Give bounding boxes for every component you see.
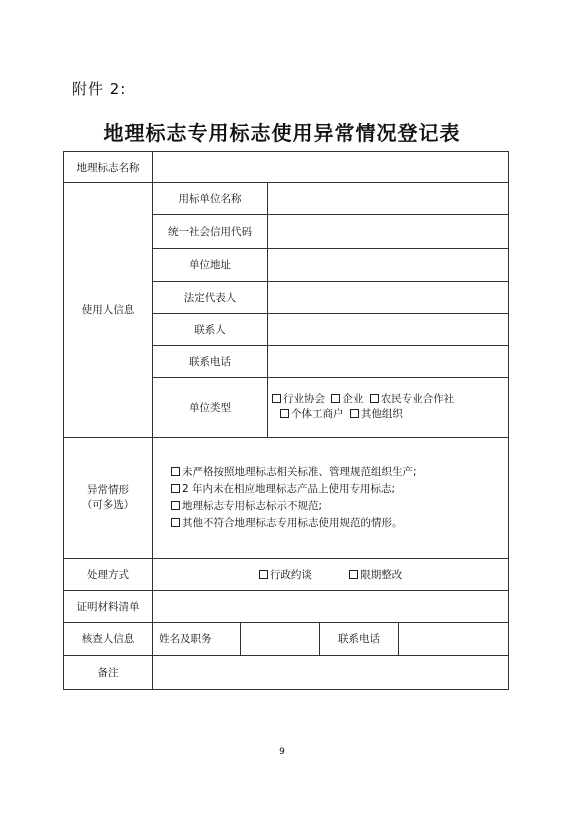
user-field-unit-name[interactable] bbox=[268, 183, 509, 215]
unit-type-label: 单位类型 bbox=[153, 378, 268, 437]
option-rectify-within-deadline[interactable]: 限期整改 bbox=[349, 569, 402, 581]
abnormal-options bbox=[153, 437, 509, 559]
user-info-label: 使用人信息 bbox=[64, 183, 153, 437]
option-industry-association[interactable]: 行业协会 bbox=[272, 393, 325, 405]
inspector-info-label: 核查人信息 bbox=[64, 622, 153, 655]
checkbox-icon[interactable] bbox=[370, 394, 379, 403]
option-enterprise[interactable]: 企业 bbox=[331, 393, 363, 405]
inspector-name-title-field[interactable] bbox=[241, 622, 320, 655]
user-field-label-contact: 联系人 bbox=[153, 313, 268, 345]
checkbox-icon[interactable] bbox=[171, 518, 180, 527]
unit-type-options bbox=[268, 378, 509, 437]
user-field-legal-rep[interactable] bbox=[268, 281, 509, 313]
abnormal-option-irregular-marking[interactable]: 地理标志专用标志标示不规范; bbox=[171, 498, 508, 515]
inspector-phone-label: 联系电话 bbox=[320, 622, 399, 655]
gi-name-label: 地理标志名称 bbox=[64, 152, 153, 183]
user-field-credit-code[interactable] bbox=[268, 215, 509, 248]
handling-method-options bbox=[153, 559, 509, 591]
abnormal-option-other[interactable]: 其他不符合地理标志专用标志使用规范的情形。 bbox=[171, 515, 508, 532]
option-other-organization[interactable]: 其他组织 bbox=[350, 408, 403, 420]
page-number: 9 bbox=[279, 747, 285, 757]
inspector-phone-field[interactable] bbox=[399, 622, 509, 655]
checkbox-icon[interactable] bbox=[171, 484, 180, 493]
user-field-contact[interactable] bbox=[268, 313, 509, 345]
checkbox-icon[interactable] bbox=[259, 570, 268, 579]
checkbox-icon[interactable] bbox=[350, 409, 359, 418]
checkbox-icon[interactable] bbox=[280, 409, 289, 418]
checkbox-icon[interactable] bbox=[272, 394, 281, 403]
checkbox-icon[interactable] bbox=[349, 570, 358, 579]
user-field-address[interactable] bbox=[268, 248, 509, 281]
option-farmer-cooperative[interactable]: 农民专业合作社 bbox=[370, 393, 455, 405]
option-individual-business[interactable]: 个体工商户 bbox=[280, 408, 344, 420]
abnormal-option-nonstandard-production[interactable]: 未严格按照地理标志相关标准、管理规范组织生产; bbox=[171, 464, 508, 481]
remarks-label: 备注 bbox=[64, 655, 153, 689]
option-administrative-interview[interactable]: 行政约谈 bbox=[259, 569, 312, 581]
attachment-label: 附件 2: bbox=[72, 80, 127, 98]
evidence-list-label: 证明材料清单 bbox=[64, 591, 153, 622]
gi-name-field[interactable] bbox=[153, 152, 509, 183]
user-field-label-address: 单位地址 bbox=[153, 248, 268, 281]
abnormal-option-unused-2-years[interactable]: 2 年内未在相应地理标志产品上使用专用标志; bbox=[171, 481, 508, 498]
user-field-label-unit-name: 用标单位名称 bbox=[153, 183, 268, 215]
abnormal-situation-label: 异常情形 （可多选） bbox=[64, 437, 153, 559]
inspector-name-title-label: 姓名及职务 bbox=[153, 622, 241, 655]
user-field-label-credit-code: 统一社会信用代码 bbox=[153, 215, 268, 248]
user-field-phone[interactable] bbox=[268, 346, 509, 378]
checkbox-icon[interactable] bbox=[331, 394, 340, 403]
remarks-field[interactable] bbox=[153, 655, 509, 689]
user-field-label-legal-rep: 法定代表人 bbox=[153, 281, 268, 313]
checkbox-icon[interactable] bbox=[171, 501, 180, 510]
evidence-list-field[interactable] bbox=[153, 591, 509, 622]
handling-method-label: 处理方式 bbox=[64, 559, 153, 591]
checkbox-icon[interactable] bbox=[171, 467, 180, 476]
form-title: 地理标志专用标志使用异常情况登记表 bbox=[103, 121, 461, 145]
user-field-label-phone: 联系电话 bbox=[153, 346, 268, 378]
registration-form-table bbox=[63, 151, 509, 690]
